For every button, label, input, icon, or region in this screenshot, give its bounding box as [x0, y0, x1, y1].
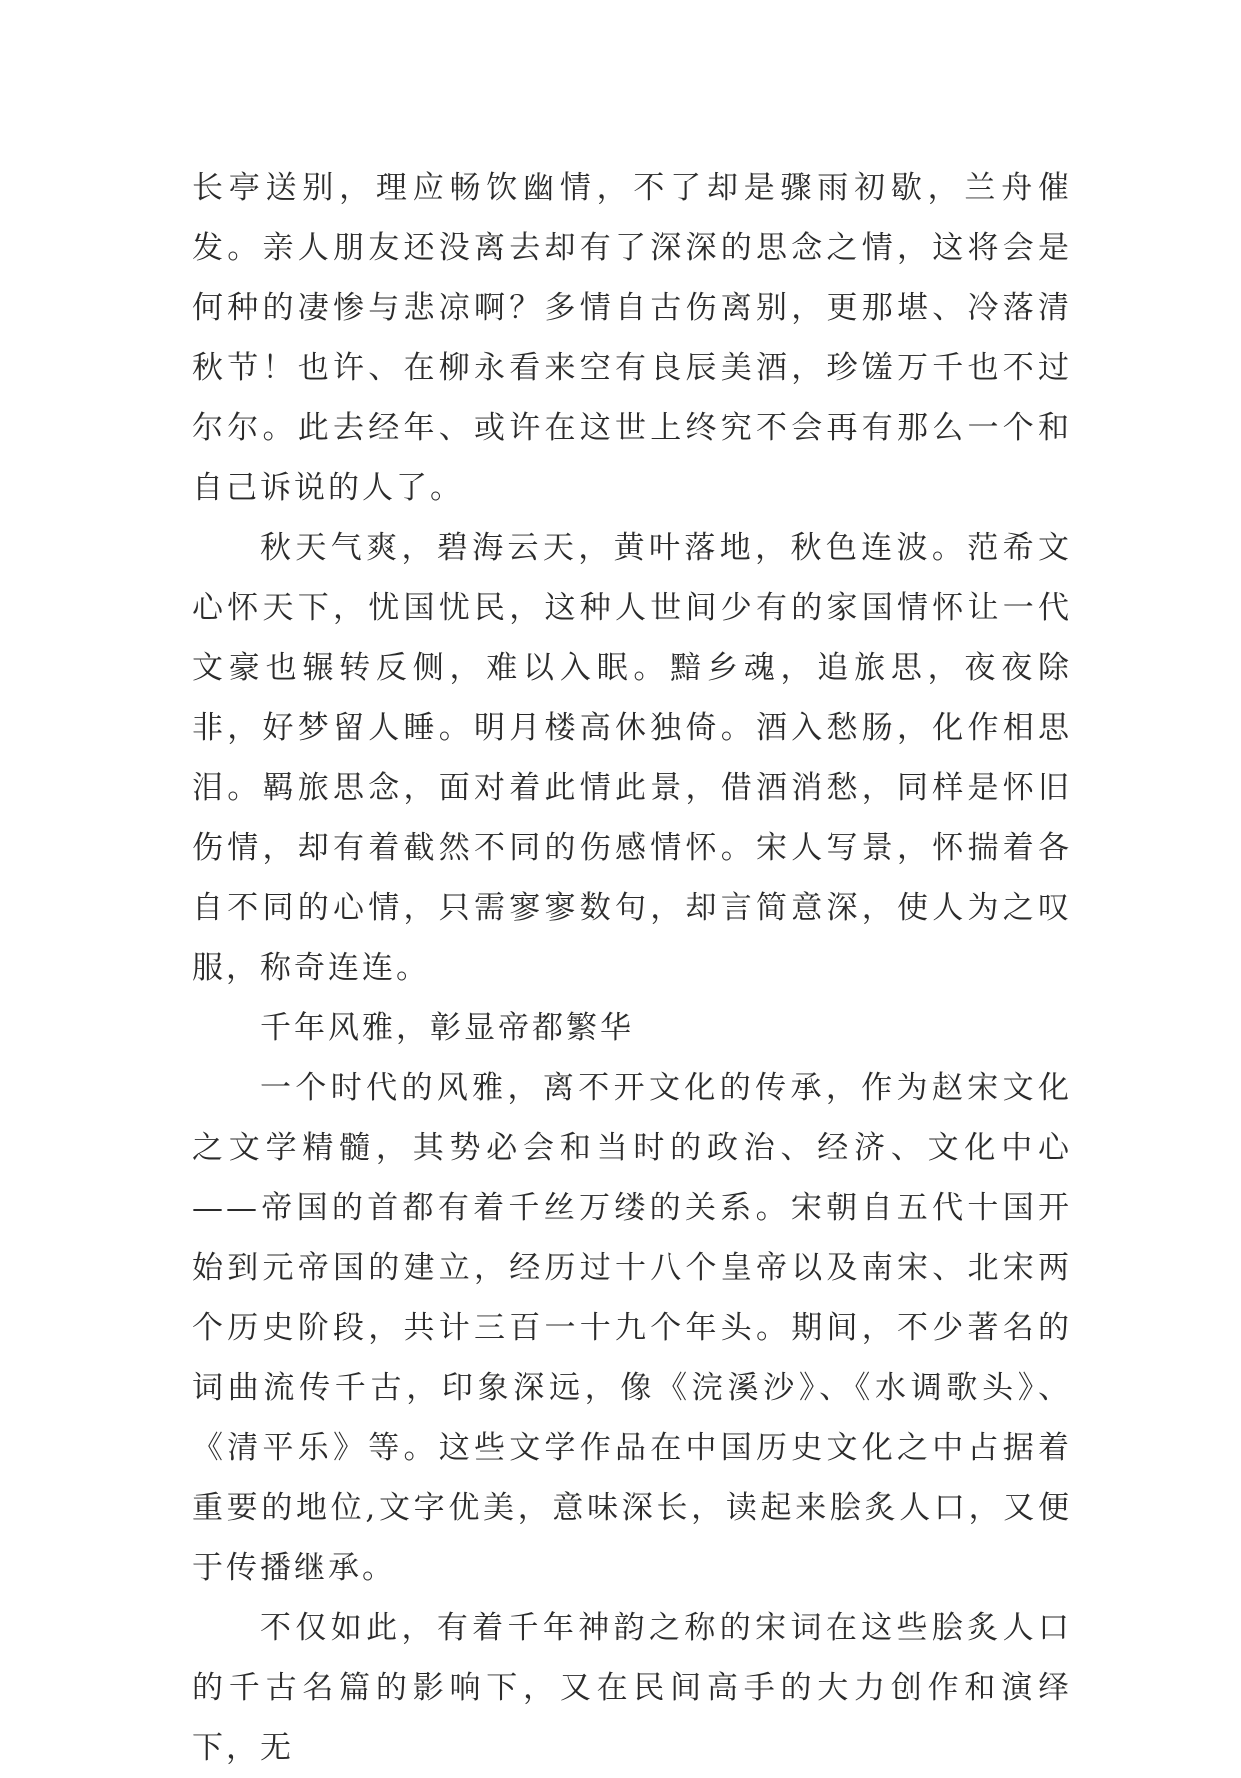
paragraph-song-ci: 不仅如此，有着千年神韵之称的宋词在这些脍炙人口的千古名篇的影响下，又在民间高手的大力创作和演绎下，无 — [192, 1610, 1072, 1766]
paragraph-farewell: 长亭送别，理应畅饮幽情，不了却是骤雨初歇，兰舟催发。亲人朋友还没离去却有了深深的思念之情，这将会是何种的凄惨与悲凉啊？多情自古伤离别，更那堪、冷落清秋节！也许、在柳永看来空有良辰美酒，珍馐万千也不过尔尔。此去经年、或许在这世上终究不会再有那么一个和自己诉说的人了。 — [192, 170, 1072, 506]
section-heading: 千年风雅，彰显帝都繁华 — [260, 1010, 634, 1046]
document-body — [192, 158, 1072, 1778]
paragraph-autumn: 秋天气爽，碧海云天，黄叶落地，秋色连波。范希文心怀天下，忧国忧民，这种人世间少有的家国情怀让一代文豪也辗转反侧，难以入眠。黯乡魂，追旅思，夜夜除非，好梦留人睡。明月楼高休独倚。酒入愁肠，化作相思泪。羁旅思念，面对着此情此景，借酒消愁，同样是怀旧伤情，却有着截然不同的伤感情怀。宋人写景，怀揣着各自不同的心情，只需寥寥数句，却言简意深，使人为之叹服，称奇连连。 — [192, 530, 1072, 986]
paragraph-elegance: 一个时代的风雅，离不开文化的传承，作为赵宋文化之文学精髓，其势必会和当时的政治、经济、文化中心——帝国的首都有着千丝万缕的关系。宋朝自五代十国开始到元帝国的建立，经历过十八个皇帝以及南宋、北宋两个历史阶段，共计三百一十九个年头。期间，不少著名的词曲流传千古，印象深远，像《浣溪沙》、《水调歌头》、《清平乐》等。这些文学作品在中国历史文化之中占据着重要的地位,文字优美，意味深长，读起来脍炙人口，又便于传播继承。 — [192, 1070, 1072, 1586]
